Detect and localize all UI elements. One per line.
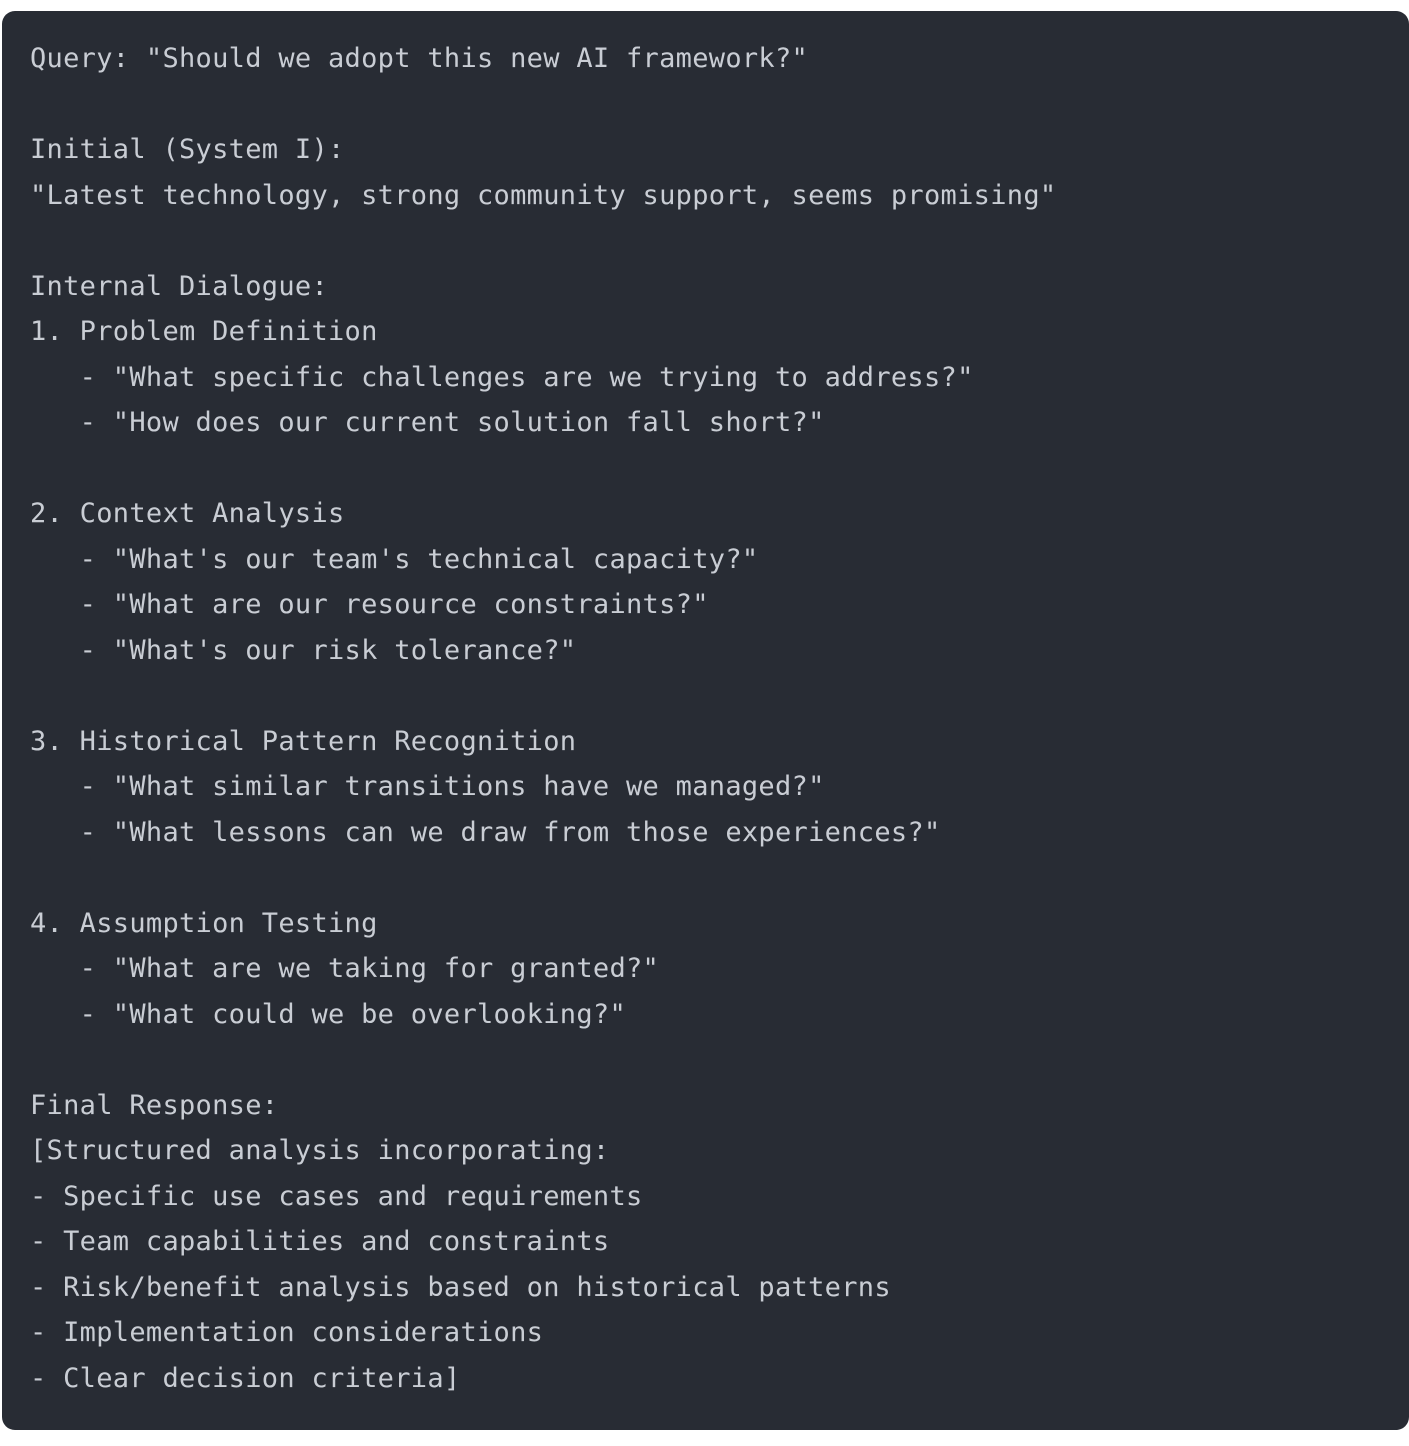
code-line-blank	[30, 673, 1381, 719]
code-line-final-bullet: - Implementation considerations	[30, 1317, 544, 1348]
code-line-initial-response: "Latest technology, strong community support, seems promising"	[30, 179, 1057, 211]
code-line-step-context-analysis: 2. Context Analysis	[30, 498, 345, 529]
code-line-question: - "What are we taking for granted?"	[30, 953, 660, 984]
code-line-step-problem-definition: 1. Problem Definition	[30, 316, 378, 347]
code-line-internal-dialogue-heading: Internal Dialogue:	[30, 270, 328, 302]
code-line-blank	[30, 446, 1381, 492]
code-line-initial-heading: Initial (System I):	[30, 134, 345, 165]
code-line-step-historical-pattern: 3. Historical Pattern Recognition	[30, 725, 577, 757]
code-line-final-bullet: - Specific use cases and requirements	[30, 1180, 643, 1212]
code-line-question: - "What specific challenges are we trying to address?"	[30, 361, 974, 393]
code-line-blank	[30, 855, 1381, 901]
code-line-final-bullet: - Clear decision criteria]	[30, 1362, 461, 1394]
code-line-blank	[30, 218, 1381, 264]
code-line-question: - "What's our team's technical capacity?"	[30, 543, 759, 575]
code-line-final-response-heading: Final Response:	[30, 1089, 279, 1121]
code-line-question: - "How does our current solution fall short?"	[30, 407, 825, 438]
code-block	[2, 11, 1409, 1430]
code-line-question: - "What are our resource constraints?"	[30, 589, 709, 620]
code-line-blank	[30, 1037, 1381, 1083]
code-line-question: - "What lessons can we draw from those experiences?"	[30, 816, 941, 848]
code-line-question: - "What could we be overlooking?"	[30, 998, 626, 1030]
code-line-question: - "What's our risk tolerance?"	[30, 634, 577, 666]
code-line-final-response-intro: [Structured analysis incorporating:	[30, 1135, 610, 1166]
code-line-query: Query: "Should we adopt this new AI framework?"	[30, 43, 809, 74]
code-line-final-bullet: - Team capabilities and constraints	[30, 1226, 610, 1257]
code-line-question: - "What similar transitions have we managed?"	[30, 771, 825, 802]
code-line-step-assumption-testing: 4. Assumption Testing	[30, 907, 378, 939]
code-line-blank	[30, 82, 1381, 128]
code-line-final-bullet: - Risk/benefit analysis based on historical patterns	[30, 1271, 891, 1303]
